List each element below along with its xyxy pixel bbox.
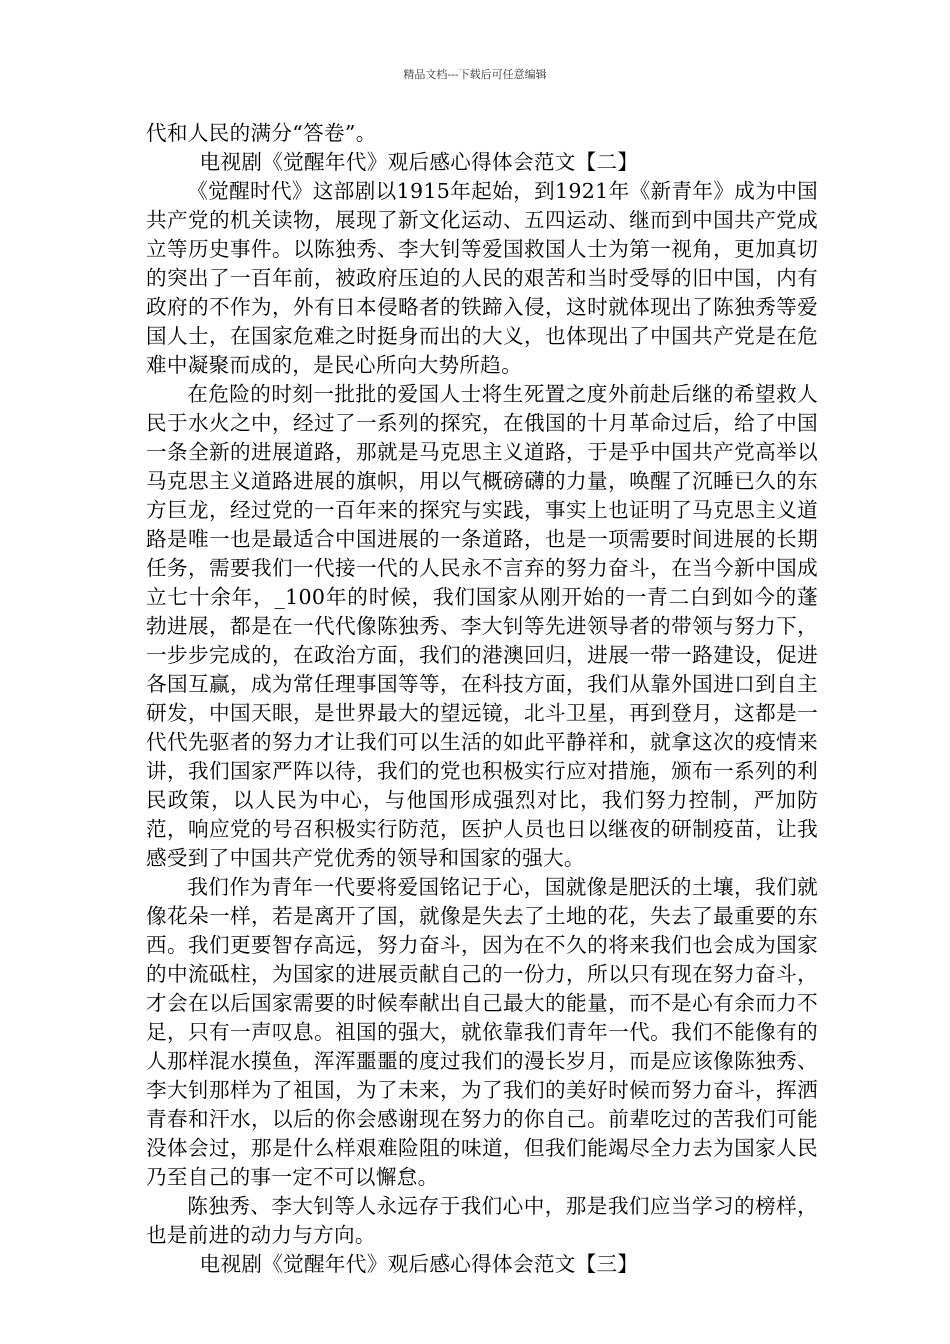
document-body — [146, 119, 818, 1279]
paragraph-4: 陈独秀、李大钊等人永远存于我们心中，那是我们应当学习的榜样，也是前进的动力与方向。 — [146, 1194, 818, 1247]
paragraph-2: 在危险的时刻一批批的爱国人士将生死置之度外前赴后继的希望救人民于水火之中，经过了一系列的探究，在俄国的十月革命过后，给了中国一条全新的进展道路，那就是马克思主义道路，于是乎中国共产党高举以马克思主义道路进展的旗帜，用以气概磅礴的力量，唤醒了沉睡已久的东方巨龙，经过党的一百年来的探究与实践，事实上也证明了马克思主义道路是唯一也是最适合中国进展的一条道路，也是一项需要时间进展的长期任务，需要我们一代接一代的人民永不言弃的努力奋斗，在当今新中国成立七十余年，_100年的时候，我们国家从刚开始的一青二白到如今的蓬勃进展，都是在一代代像陈独秀、李大钊等先进领导者的带领与努力下，一步步完成的，在政治方面，我们的港澳回归，进展一带一路建设，促进各国互赢，成为常任理事国等等，在科技方面，我们从靠外国进口到自主研发，中国天眼，是世界最大的望远镜，北斗卫星，再到登月，这都是一代代先驱者的努力才让我们可以生活的如此平静祥和，就拿这次的疫情来讲，我们国家严阵以待，我们的党也积极实行应对措施，颁布一系列的利民政策，以人民为中心，与他国形成强烈对比，我们努力控制，严加防范，响应党的号召积极实行防范，医护人员也日以继夜的研制疫苗，让我感受到了中国共产党优秀的领导和国家的强大。 — [146, 382, 818, 870]
paragraph-3: 我们作为青年一代要将爱国铭记于心，国就像是肥沃的土壤，我们就像花朵一样，若是离开了国，就像是失去了土地的花，失去了最重要的东西。我们更要智存高远，努力奋斗，因为在不久的将来我们也会成为国家的中流砥柱，为国家的进展贡献自己的一份力，所以只有现在努力奋斗，才会在以后国家需要的时候奉献出自己最大的能量，而不是心有余而力不足，只有一声叹息。祖国的强大，就依靠我们青年一代。我们不能像有的人那样混水摸鱼，浑浑噩噩的度过我们的漫长岁月，而是应该像陈独秀、李大钊那样为了祖国，为了未来，为了我们的美好时候而努力奋斗，挥洒青春和汗水，以后的你会感谢现在努力的你自己。前辈吃过的苦我们可能没体会过，那是什么样艰难险阻的味道，但我们能竭尽全力去为国家人民乃至自己的事一定不可以懈怠。 — [146, 875, 818, 1189]
section-heading-3: 电视剧《觉醒年代》观后感心得体会范文【三】 — [199, 1252, 639, 1276]
section-heading-2: 电视剧《觉醒年代》观后感心得体会范文【二】 — [199, 150, 639, 174]
page-header: 精品文档---下载后可任意编辑 — [403, 68, 547, 81]
carry-over-line: 代和人民的满分“答卷”。 — [146, 121, 377, 145]
paragraph-1: 《觉醒时代》这部剧以1915年起始，到1921年《新青年》成为中国共产党的机关读物，展现了新文化运动、五四运动、继而到中国共产党成立等历史事件。以陈独秀、李大钊等爱国救国人士为第一视角，更加真切的突出了一百年前，被政府压迫的人民的艰苦和当时受辱的旧中国，内有政府的不作为，外有日本侵略者的铁蹄入侵，这时就体现出了陈独秀等爱国人士，在国家危难之时挺身而出的大义，也体现出了中国共产党是在危难中凝聚而成的，是民心所向大势所趋。 — [146, 179, 818, 377]
